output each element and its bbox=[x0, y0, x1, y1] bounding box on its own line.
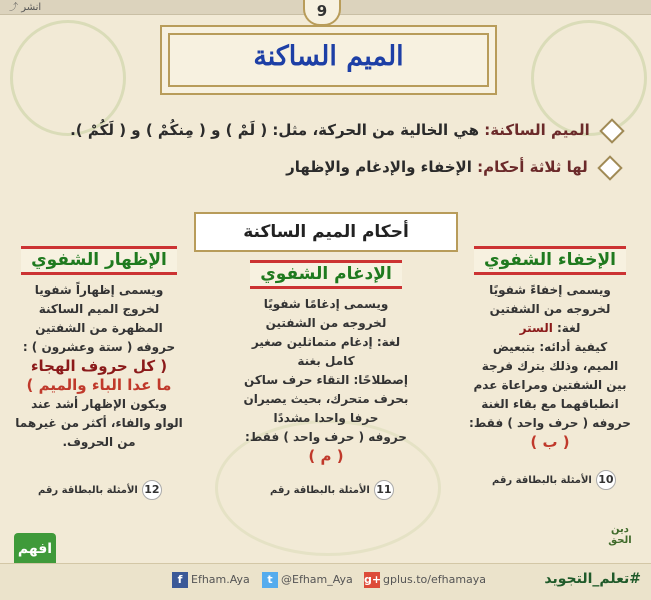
card-number: 9 bbox=[303, 0, 341, 26]
footer-bar bbox=[0, 563, 651, 600]
ikhfa-line-4: كيفية أدائه: بتبعيض bbox=[492, 340, 608, 354]
ikhfa-line-8: حروفه ( حرف واحد ) فقط: bbox=[469, 416, 631, 430]
diamond-bullet-icon bbox=[599, 118, 624, 143]
share-icon: ⤴ bbox=[9, 3, 19, 13]
definition-term: الميم الساكنة: bbox=[484, 121, 590, 139]
izhar-line-4: حروفه ( ستة وعشرون ) : bbox=[22, 340, 176, 354]
idgham-ref-number: 11 bbox=[374, 480, 394, 500]
idgham-line-3: لغة: إدغام متماثلين صغير bbox=[251, 335, 401, 349]
deen-alhaq-logo: دين الحق bbox=[608, 524, 632, 546]
idgham-title: الإدغام الشفوي bbox=[250, 260, 402, 289]
idgham-ref-label: الأمثلة بالبطاقة رقم bbox=[270, 485, 370, 496]
ikhfa-ref-label: الأمثلة بالبطاقة رقم bbox=[492, 475, 592, 486]
section-title: أحكام الميم الساكنة bbox=[194, 212, 458, 252]
title-box bbox=[160, 25, 497, 95]
rules-line bbox=[286, 158, 619, 177]
definition-text: هي الخالية من الحركة، مثل: ( لَمْ ) و ( مِنكُمْ ) و ( لَكُمْ ). bbox=[70, 121, 485, 139]
izhar-line-7: ويكون الإظهار أشد عند bbox=[31, 397, 167, 411]
izhar-line-8: الواو والفاء، أكثر من غيرهما bbox=[15, 416, 183, 430]
idgham-line-1: ويسمى إدغامًا شفويًا bbox=[263, 297, 389, 311]
rules-list: الإخفاء والإدغام والإظهار bbox=[286, 158, 478, 176]
diamond-bullet-icon bbox=[597, 155, 622, 180]
idgham-line-5: إصطلاحًا: التقاء حرف ساكن bbox=[244, 373, 408, 387]
izhar-ref-number: 12 bbox=[142, 480, 162, 500]
izhar-line-5: ( كل حروف الهجاء bbox=[30, 357, 168, 375]
izhar-line-6: ما عدا الباء والميم ) bbox=[26, 376, 172, 394]
idgham-letter: ( م ) bbox=[308, 447, 344, 465]
idgham-example-ref[interactable] bbox=[270, 480, 394, 500]
idgham-column bbox=[238, 260, 414, 466]
ikhfa-column bbox=[465, 246, 635, 452]
ornament-left-icon bbox=[10, 20, 126, 136]
ikhfa-line-5: الميم، وذلك بترك فرجة bbox=[481, 359, 619, 373]
share-button[interactable] bbox=[6, 0, 41, 13]
gplus-icon: g+ bbox=[364, 573, 382, 586]
twitter-icon: t bbox=[262, 572, 278, 588]
ikhfa-title: الإخفاء الشفوي bbox=[474, 246, 626, 275]
idgham-line-2: لخروجه من الشفتين bbox=[265, 316, 387, 330]
facebook-icon: f bbox=[172, 572, 188, 588]
izhar-line-9: من الحروف. bbox=[62, 435, 136, 449]
facebook-link[interactable] bbox=[172, 572, 250, 590]
ikhfa-line-2: لخروجه من الشفتين bbox=[489, 302, 611, 316]
gplus-link[interactable] bbox=[364, 572, 486, 590]
hashtag-tagline: #تعلم_التجويد bbox=[544, 571, 641, 587]
ikhfa-line-6: بين الشفتين ومراعاة عدم bbox=[473, 378, 627, 392]
facebook-label: Efham.Aya bbox=[191, 573, 250, 586]
gplus-label: gplus.to/efhamaya bbox=[383, 573, 487, 586]
twitter-link[interactable] bbox=[262, 572, 353, 590]
izhar-line-2: لخروج الميم الساكنة bbox=[38, 302, 160, 316]
izhar-example-ref[interactable] bbox=[38, 480, 162, 500]
izhar-line-1: ويسمى إظهاراً شفويا bbox=[34, 283, 164, 297]
izhar-line-3: المظهرة من الشفتين bbox=[35, 321, 163, 335]
share-label: انشر bbox=[21, 2, 42, 13]
page-title: الميم الساكنة bbox=[253, 41, 404, 72]
definition-line bbox=[70, 121, 621, 140]
ornament-right-icon bbox=[531, 20, 647, 136]
izhar-column bbox=[10, 246, 188, 452]
ikhfa-line-3-label: لغة: bbox=[552, 321, 581, 335]
ikhfa-ref-number: 10 bbox=[596, 470, 616, 490]
efham-aya-logo: افهم bbox=[14, 533, 56, 593]
twitter-label: @Efham_Aya bbox=[281, 573, 353, 586]
rules-prefix: لها ثلاثة أحكام: bbox=[477, 158, 588, 176]
ikhfa-line-1: ويسمى إخفاءً شفويًا bbox=[489, 283, 611, 297]
izhar-title: الإظهار الشفوي bbox=[21, 246, 177, 275]
idgham-line-4: كامل بغنة bbox=[297, 354, 355, 368]
ikhfa-line-7: انطباقهما مع بقاء الغنة bbox=[481, 397, 619, 411]
idgham-line-8: حروفه ( حرف واحد ) فقط: bbox=[245, 430, 407, 444]
ikhfa-line-3 bbox=[465, 319, 635, 338]
ikhfa-line-3-value: الستر bbox=[519, 321, 553, 335]
izhar-ref-label: الأمثلة بالبطاقة رقم bbox=[38, 485, 138, 496]
idgham-line-6: بحرف متحرك، بحيث يصيران bbox=[243, 392, 409, 406]
idgham-line-7: حرفا واحدا مشددًا bbox=[273, 411, 379, 425]
ikhfa-letter: ( ب ) bbox=[530, 433, 570, 451]
ikhfa-example-ref[interactable] bbox=[492, 470, 616, 490]
